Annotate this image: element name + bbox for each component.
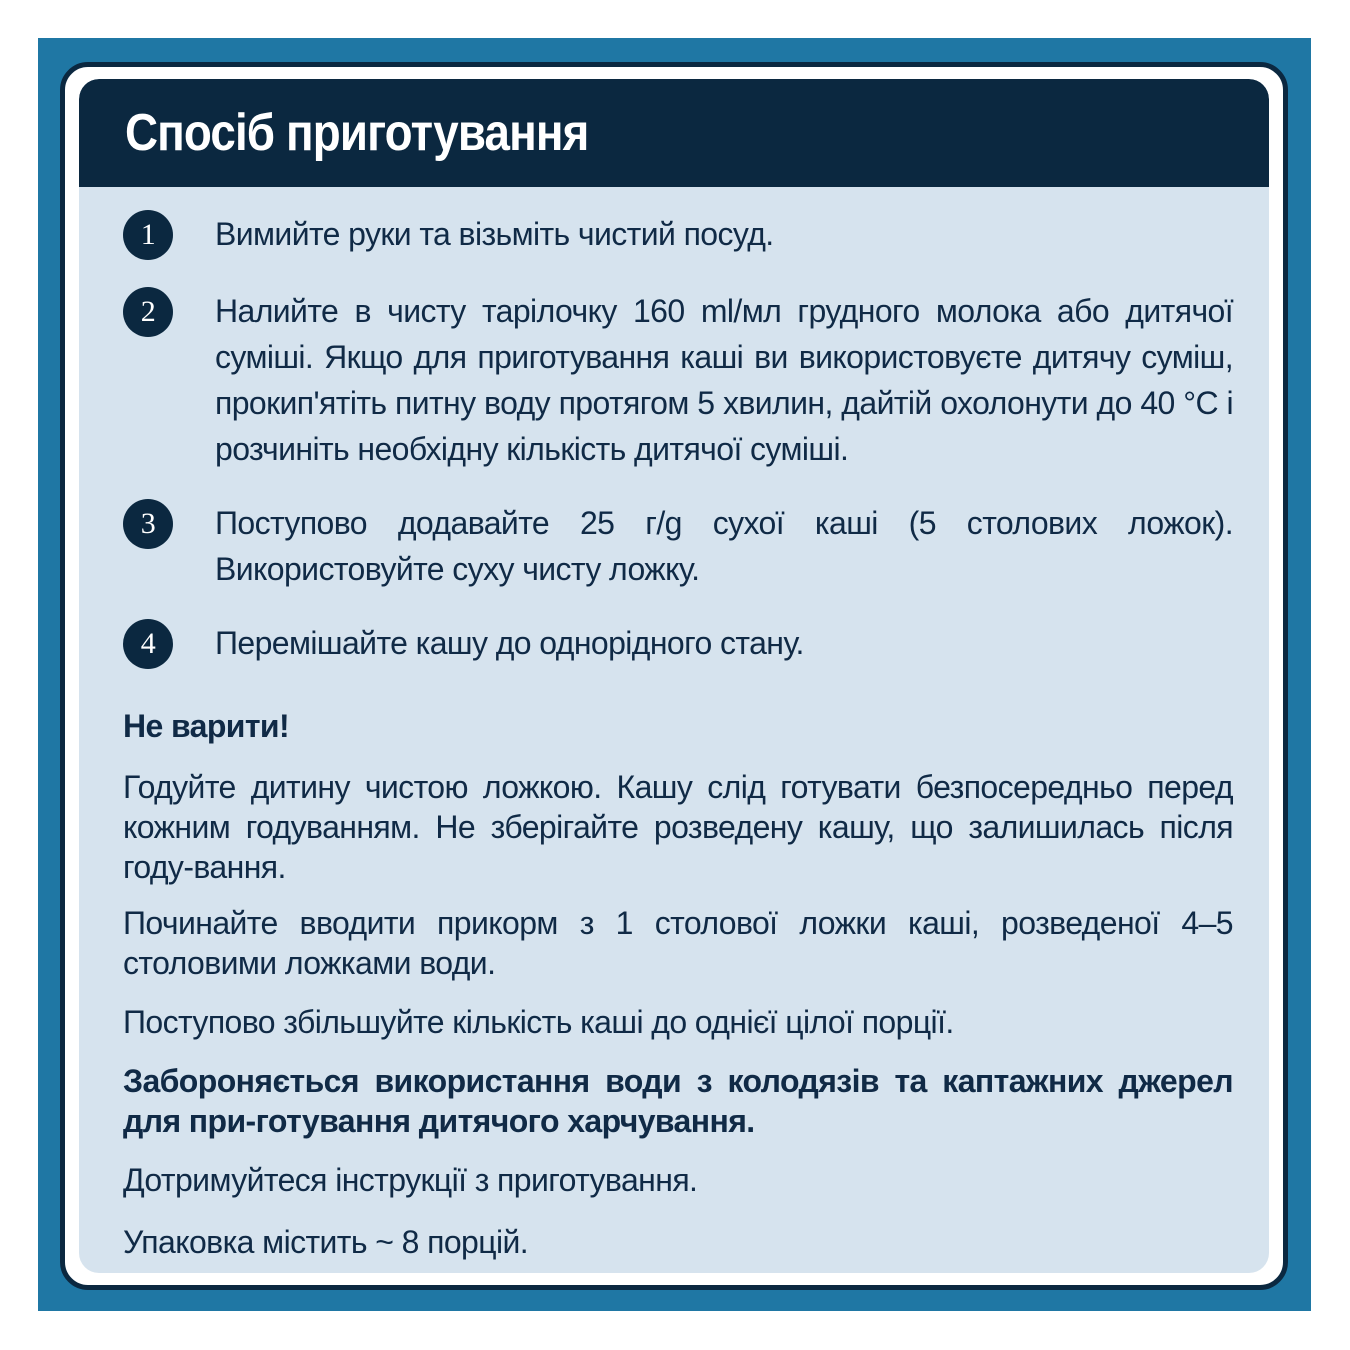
follow-instructions-paragraph: Дотримуйтеся інструкції з приготування. bbox=[123, 1162, 698, 1198]
instruction-card bbox=[60, 62, 1288, 1290]
warning-heading: Не варити! bbox=[123, 708, 290, 744]
header-bar bbox=[79, 79, 1269, 187]
step-text: Вимийте руки та візьміть чистий посуд. bbox=[215, 216, 774, 252]
step-text: Перемішайте кашу до однорідного стану. bbox=[215, 625, 804, 661]
step-text: Поступово додавайте 25 г/g сухої каші (5 столових ложок). Використовуйте суху чисту ложку. bbox=[215, 505, 1233, 587]
step-number-badge: 1 bbox=[123, 210, 173, 260]
feeding-paragraph: Годуйте дитину чистою ложкою. Кашу слід готувати безпосередньо перед кожним годуванням. Не зберігайте розведену кашу, що залишилась після году-вання. bbox=[123, 769, 1233, 885]
step-1 bbox=[123, 211, 1233, 260]
step-3 bbox=[123, 500, 1233, 592]
instruction-content bbox=[79, 187, 1269, 1265]
start-paragraph: Починайте вводити прикорм з 1 столової ложки каші, розведеної 4–5 столовими ложками води. bbox=[123, 905, 1233, 981]
prohibited-paragraph: Забороняється використання води з колодязів та каптажних джерел для при-готування дитячого харчування. bbox=[123, 1063, 1233, 1139]
step-4 bbox=[123, 620, 1233, 669]
step-number-badge: 3 bbox=[123, 499, 173, 549]
step-number-badge: 4 bbox=[123, 619, 173, 669]
step-number-badge: 2 bbox=[123, 287, 173, 337]
step-2 bbox=[123, 288, 1233, 472]
portions-paragraph: Упаковка містить ~ 8 порцій. bbox=[123, 1224, 529, 1260]
page-title: Спосіб приготування bbox=[125, 104, 589, 162]
increase-paragraph: Поступово збільшуйте кількість каші до однієї цілої порції. bbox=[123, 1004, 954, 1040]
instruction-panel bbox=[79, 79, 1269, 1273]
step-text: Налийте в чисту тарілочку 160 ml/мл грудного молока або дитячої суміші. Якщо для приготування каші ви використовуєте дитячу суміш, прокип'ятіть питну воду протягом 5 хвилин, дайтій охолонути до 40 °C і розчиніть необхідну кількість дитячої суміші. bbox=[215, 293, 1233, 467]
